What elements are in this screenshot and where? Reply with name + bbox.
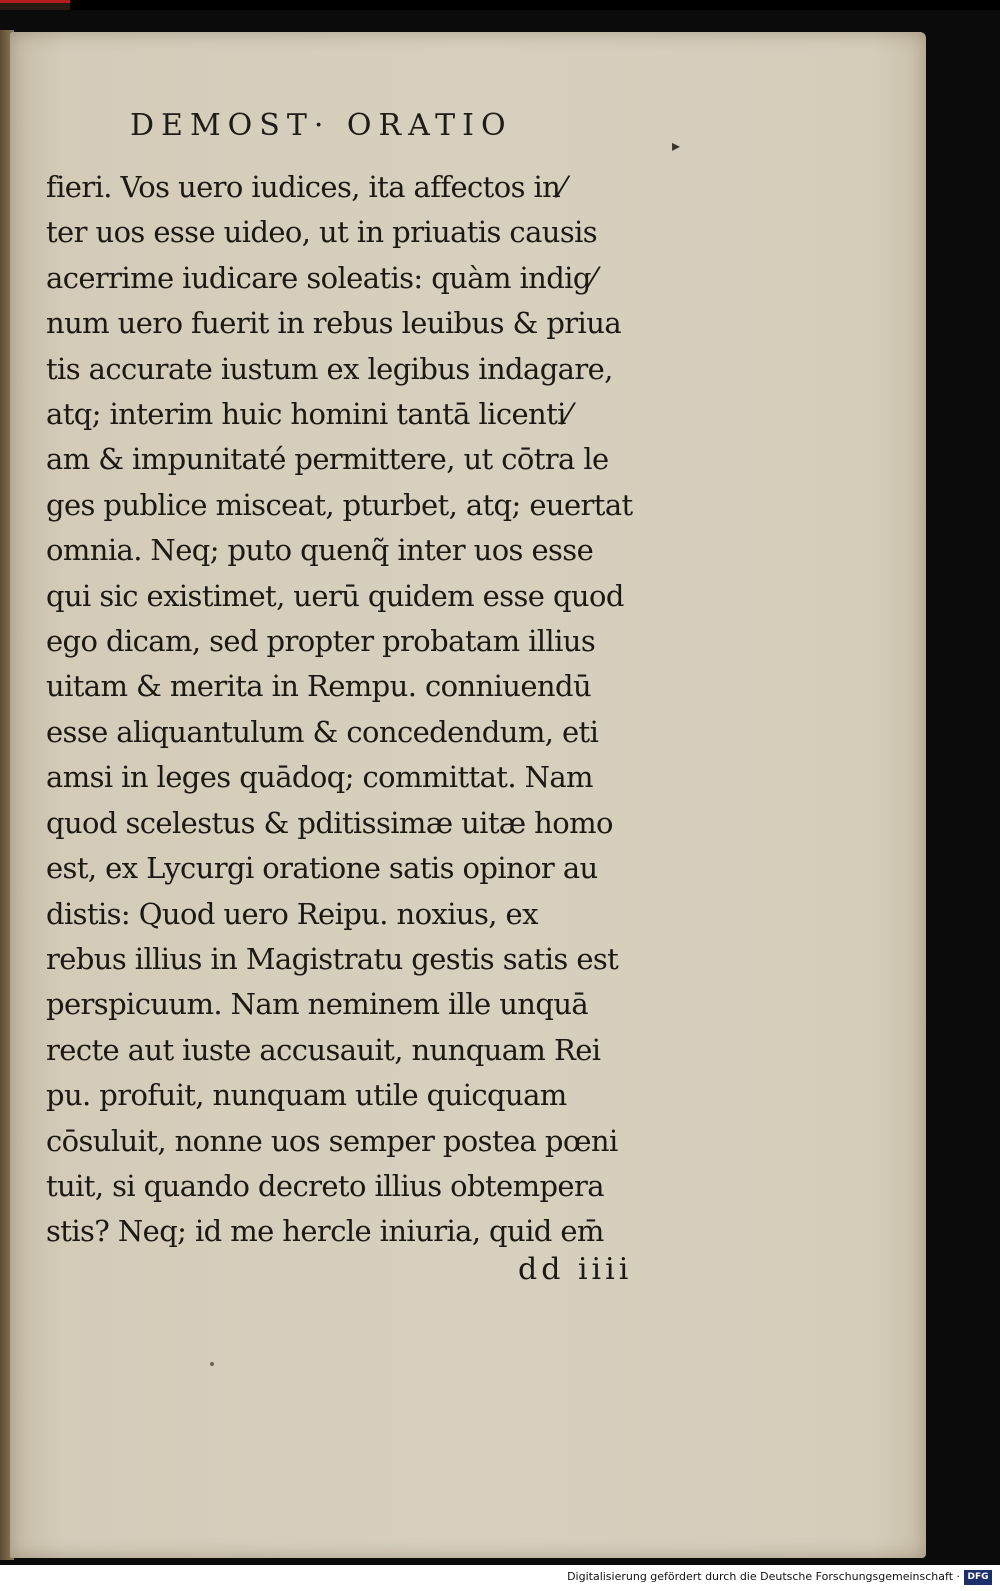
ink-mark: ▸ xyxy=(672,136,681,155)
text-line: cōsuluit, nonne uos semper postea pœni xyxy=(46,1123,618,1158)
text-line: recte aut iuste accusauit, nunquam Rei xyxy=(46,1032,601,1067)
text-line: qui sic existimet, uerū quidem esse quod xyxy=(46,578,624,613)
text-line: acerrime iudicare soleatis: quàm indig⁄ xyxy=(46,260,596,295)
text-line: ter uos esse uideo, ut in priuatis causis xyxy=(46,215,598,250)
text-line: distis: Quod uero Reipu. noxius, ex xyxy=(46,896,538,931)
funding-credit: Digitalisierung gefördert durch die Deutsche Forschungsgemeinschaft · xyxy=(567,1570,960,1583)
text-line: esse aliquantulum & concedendum, eti xyxy=(46,714,599,749)
text-line: am & impunitaté permittere, ut cōtra le xyxy=(46,442,609,477)
text-line: ges publice misceat, pturbet, atq; euertat xyxy=(46,487,633,522)
text-line: est, ex Lycurgi oratione satis opinor au xyxy=(46,851,598,886)
dfg-logo: DFG xyxy=(964,1570,992,1585)
text-line: stis? Neq; id me hercle iniuria, quid em̄ xyxy=(46,1214,604,1249)
text-line: amsi in leges quādoq; committat. Nam xyxy=(46,760,593,795)
book-page xyxy=(10,32,926,1558)
text-line: perspicuum. Nam neminem ille unquā xyxy=(46,987,589,1022)
text-line: fieri. Vos uero iudices, ita affectos in⁄ xyxy=(46,170,565,204)
text-line: uitam & merita in Rempu. conniuendū xyxy=(46,669,592,704)
digitization-footer xyxy=(0,1565,1000,1591)
page-body-text xyxy=(46,165,686,1255)
paper-speck xyxy=(210,1362,214,1366)
text-line: atq; interim huic homini tantā licenti⁄ xyxy=(46,397,571,432)
text-line: tis accurate iustum ex legibus indagare, xyxy=(46,351,613,386)
scan-color-bar xyxy=(0,0,70,10)
scan-background xyxy=(0,10,1000,1565)
running-header: DEMOST· ORATIO xyxy=(130,108,513,143)
signature-mark: dd iiii xyxy=(518,1252,633,1287)
text-line: tuit, si quando decreto illius obtempera xyxy=(46,1168,604,1203)
text-line: quod scelestus & pditissimæ uitæ homo xyxy=(46,805,613,840)
text-line: pu. profuit, nunquam utile quicquam xyxy=(46,1078,567,1113)
text-line: rebus illius in Magistratu gestis satis est xyxy=(46,941,619,976)
text-line: ego dicam, sed propter probatam illius xyxy=(46,624,596,659)
text-line: num uero fuerit in rebus leuibus & priua xyxy=(46,306,622,341)
text-line: omnia. Neq; puto quenq̃ inter uos esse xyxy=(46,533,594,568)
